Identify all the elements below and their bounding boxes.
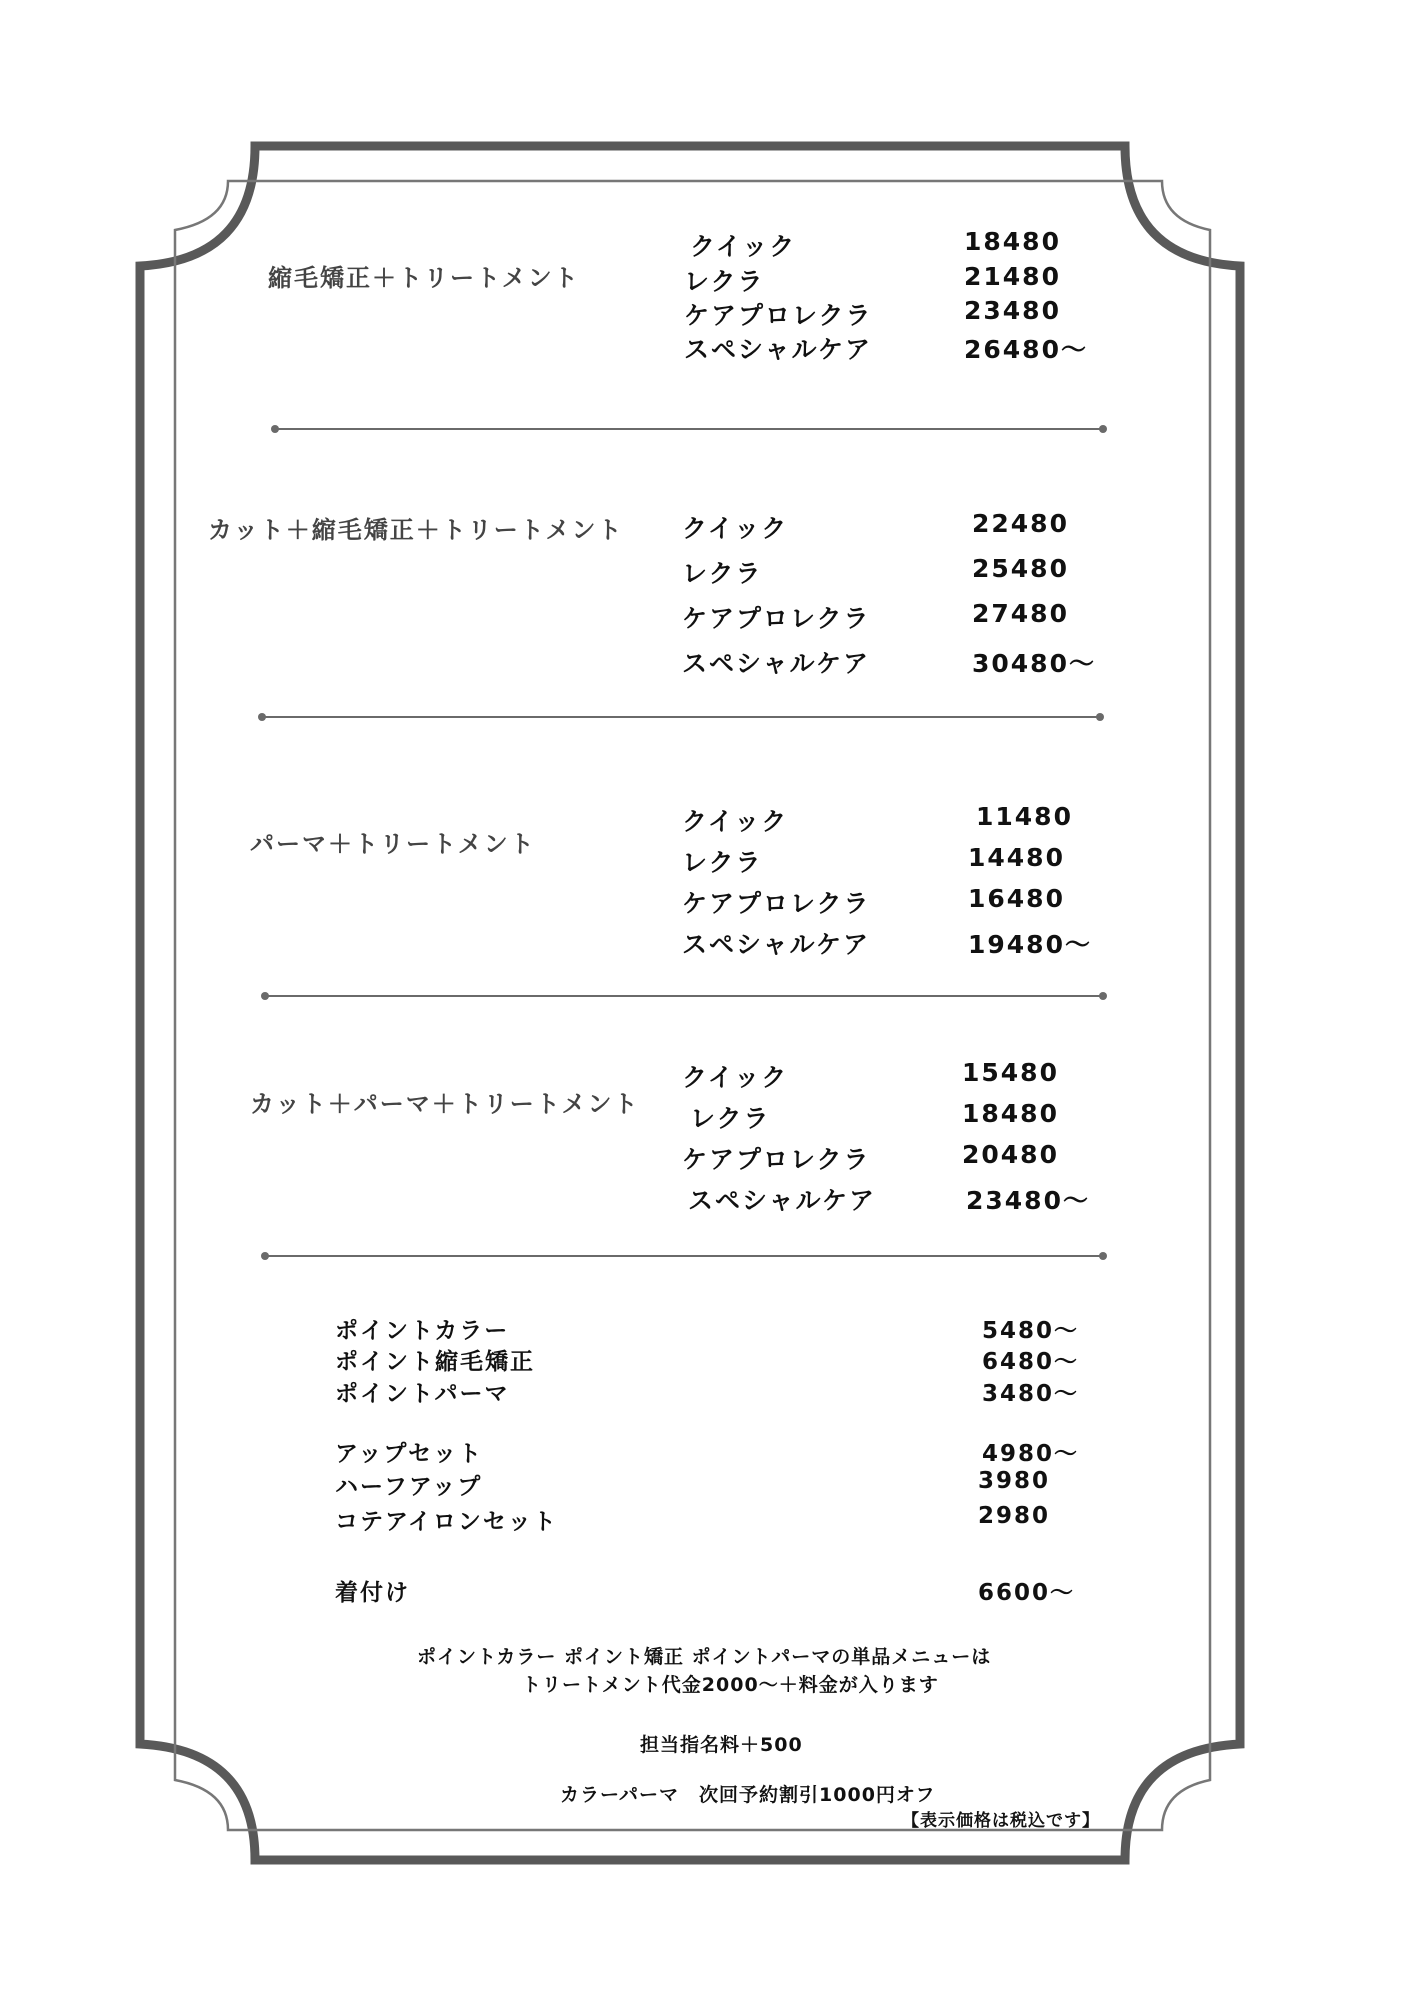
note-line: トリートメント代金2000～＋料金が入ります: [522, 1674, 939, 1696]
section-2-option: レクラ: [682, 559, 763, 588]
section-3-price: 19480～: [968, 930, 1092, 959]
section-4-price: 20480: [962, 1140, 1059, 1169]
section-2-price: 27480: [972, 599, 1069, 628]
section-4-price: 18480: [962, 1099, 1059, 1128]
extra-item-label: アップセット: [335, 1441, 484, 1467]
extra-item-label: ポイントパーマ: [335, 1381, 510, 1407]
section-3-title: パーマ＋トリートメント: [250, 830, 536, 858]
section-4-price: 15480: [962, 1058, 1059, 1087]
section-1-title: 縮毛矯正＋トリートメント: [268, 264, 580, 292]
section-1-option: クイック: [690, 232, 797, 261]
section-divider: [265, 995, 1103, 997]
section-2-price: 25480: [972, 554, 1069, 583]
section-3-option: クイック: [682, 807, 789, 836]
section-4-option: クイック: [682, 1063, 789, 1092]
extra-item-label: ポイントカラー: [335, 1318, 510, 1344]
extra-item-price: 2980: [978, 1503, 1051, 1529]
section-4-option: スペシャルケア: [688, 1186, 877, 1215]
section-2-option: クイック: [682, 514, 789, 543]
section-3-option: レクラ: [682, 848, 763, 877]
nomination-fee-note: 担当指名料＋500: [640, 1734, 803, 1756]
section-2-price: 30480～: [972, 649, 1096, 678]
section-4-option: ケアプロレクラ: [682, 1145, 871, 1174]
section-3-price: 16480: [968, 884, 1065, 913]
section-4-title: カット＋パーマ＋トリートメント: [250, 1090, 640, 1118]
note-line: ポイントカラー ポイント矯正 ポイントパーマの単品メニューは: [417, 1646, 992, 1668]
section-1-price: 21480: [964, 262, 1061, 291]
section-divider: [275, 428, 1103, 430]
section-3-option: ケアプロレクラ: [682, 889, 871, 918]
section-1-price: 23480: [964, 296, 1061, 325]
extra-item-label: コテアイロンセット: [335, 1509, 558, 1535]
section-divider: [265, 1255, 1103, 1257]
section-4-price: 23480～: [966, 1186, 1090, 1215]
section-4-option: レクラ: [690, 1104, 771, 1133]
extra-item-price: 3480～: [982, 1381, 1080, 1407]
section-1-option: スペシャルケア: [684, 335, 873, 364]
section-2-title: カット＋縮毛矯正＋トリートメント: [208, 516, 624, 544]
section-1-option: レクラ: [684, 267, 765, 296]
extra-item-price: 3980: [978, 1468, 1051, 1494]
discount-note: カラーパーマ 次回予約割引1000円オフ: [560, 1784, 936, 1806]
extra-item-label: ハーフアップ: [335, 1474, 483, 1500]
section-3-option: スペシャルケア: [682, 930, 871, 959]
section-1-price: 26480～: [964, 335, 1088, 364]
extra-item-label: ポイント縮毛矯正: [335, 1349, 535, 1375]
section-2-option: スペシャルケア: [682, 649, 871, 678]
extra-item-price: 6480～: [982, 1349, 1080, 1375]
extra-item-price: 6600～: [978, 1580, 1076, 1606]
section-1-price: 18480: [964, 227, 1061, 256]
tax-included-note: 【表示価格は税込です】: [902, 1811, 1100, 1831]
section-1-option: ケアプロレクラ: [684, 301, 873, 330]
section-2-price: 22480: [972, 509, 1069, 538]
extra-item-price: 4980～: [982, 1441, 1080, 1467]
section-3-price: 14480: [968, 843, 1065, 872]
extra-item-label: 着付け: [335, 1580, 410, 1606]
section-2-option: ケアプロレクラ: [682, 604, 871, 633]
extra-item-price: 5480～: [982, 1318, 1080, 1344]
section-divider: [262, 716, 1100, 718]
section-3-price: 11480: [976, 802, 1073, 831]
